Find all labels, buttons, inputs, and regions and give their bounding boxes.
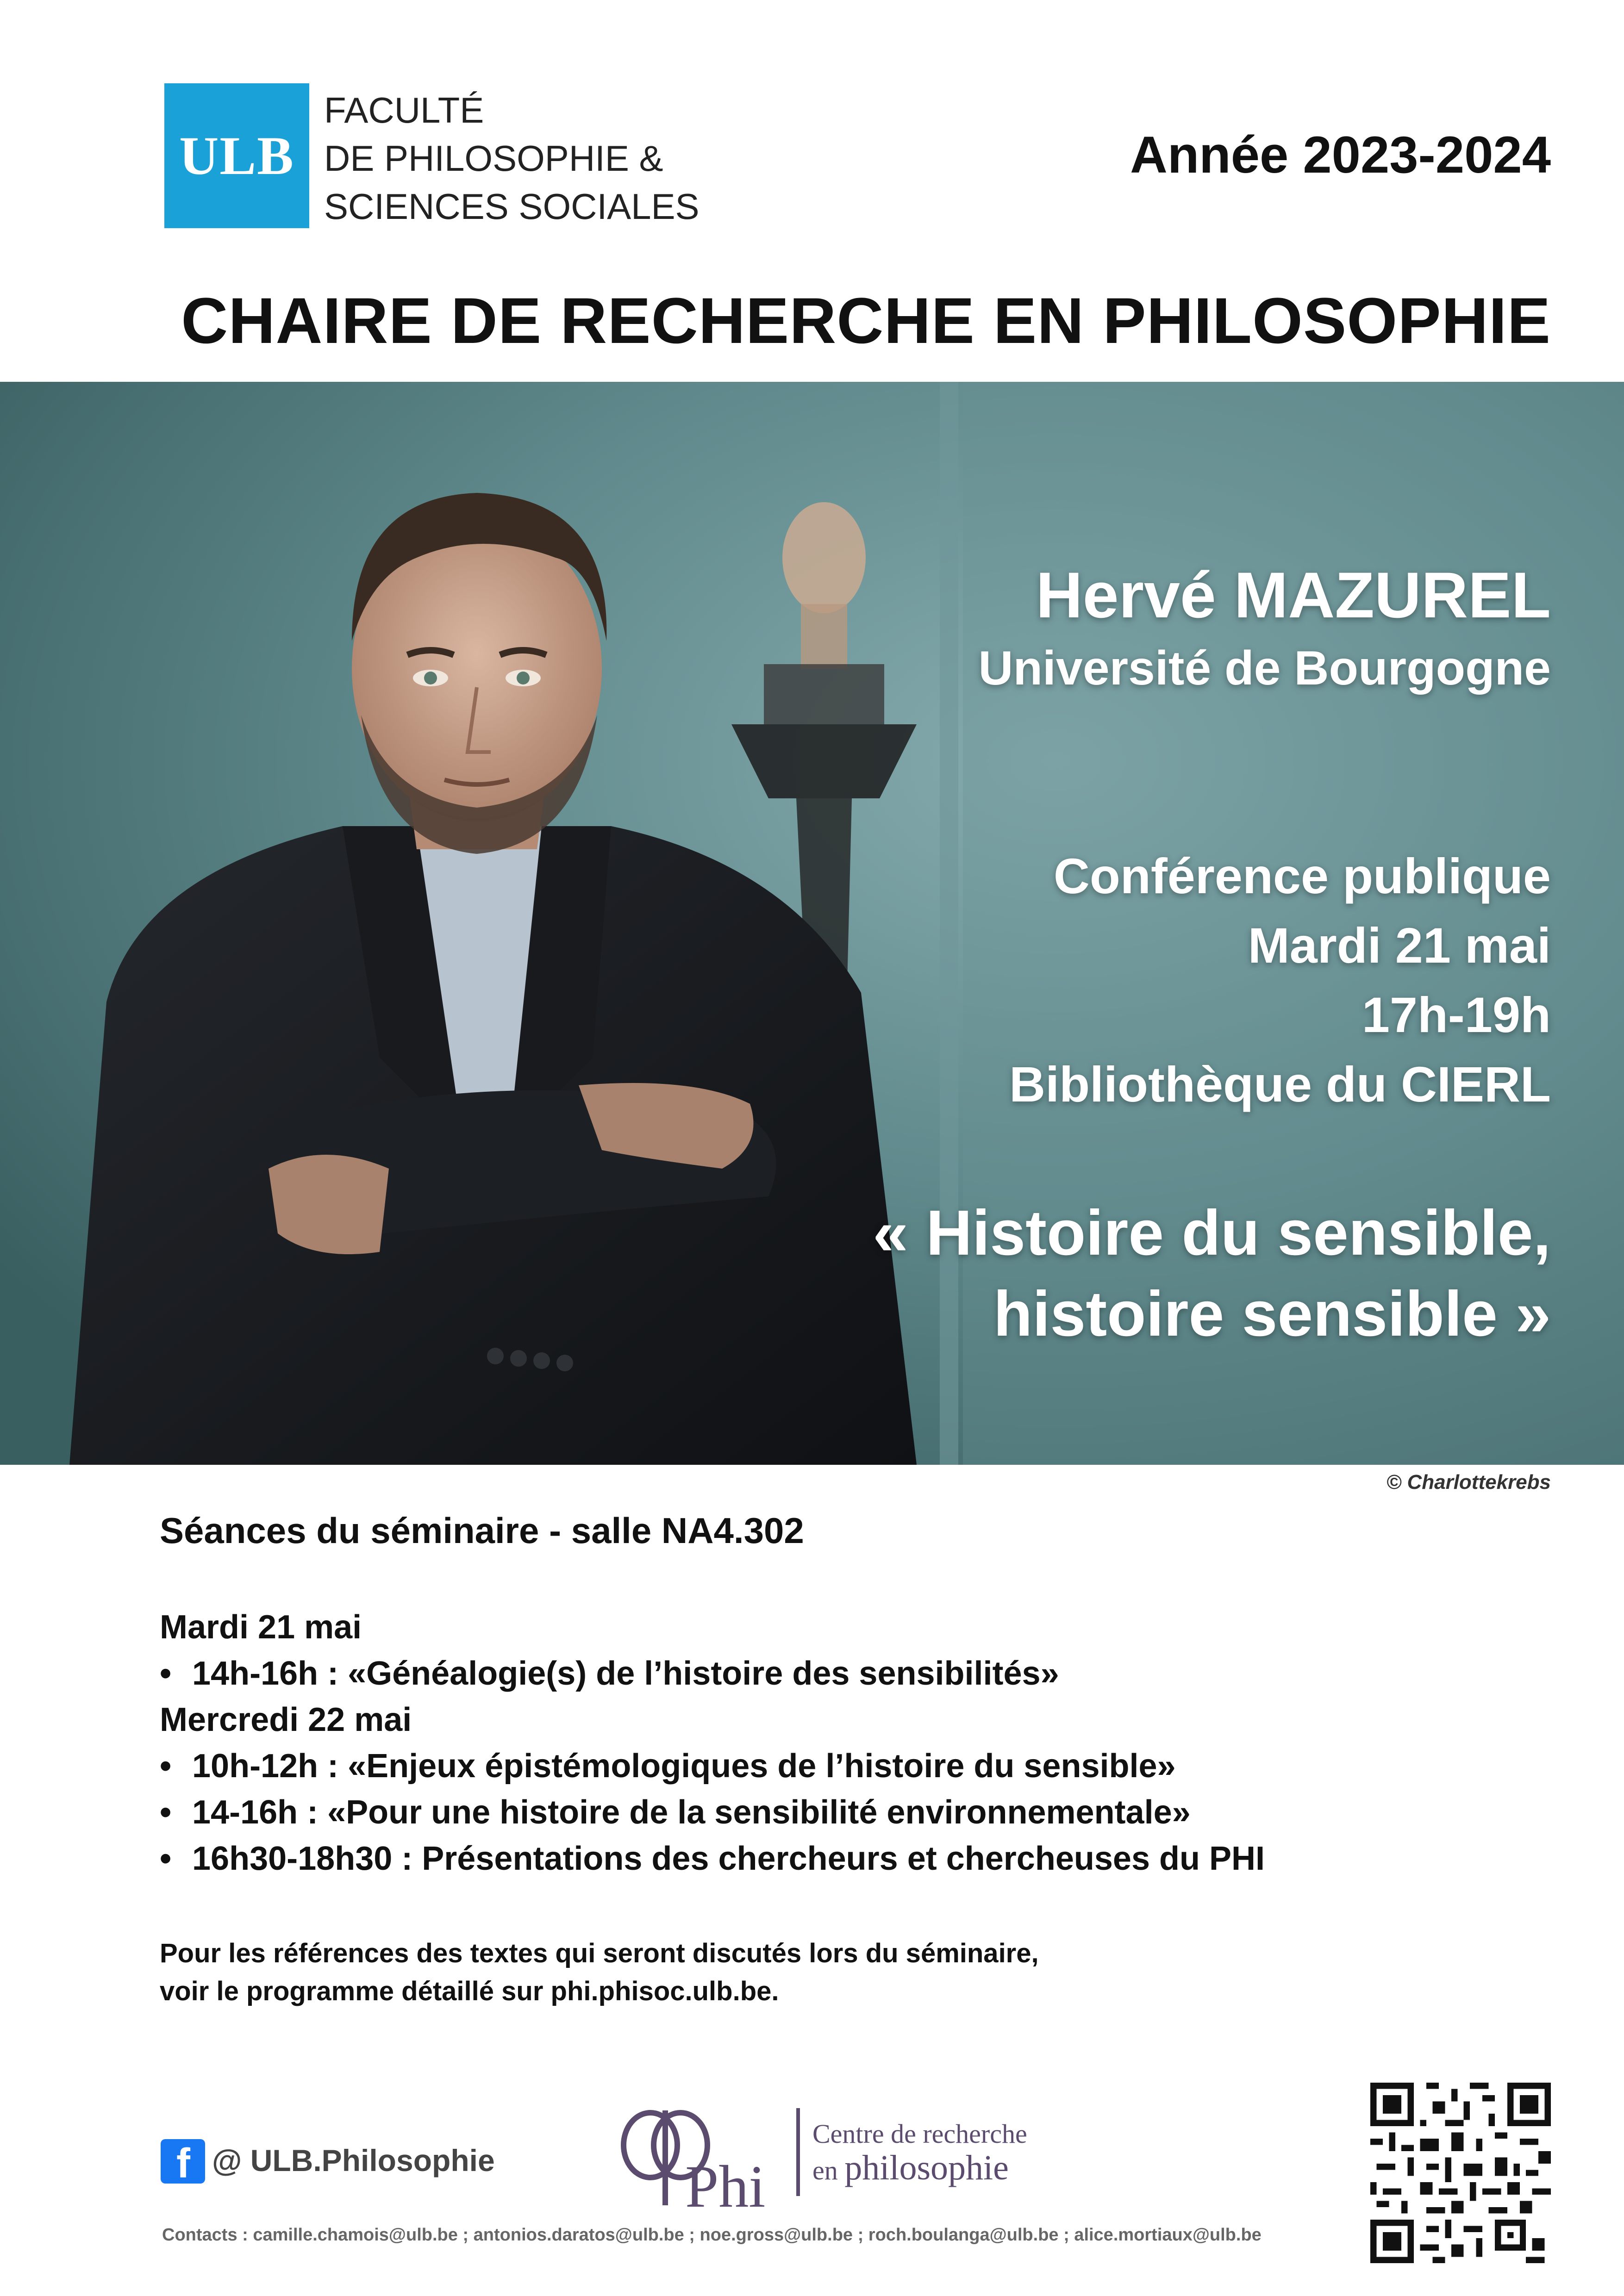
seminar-item <box>160 1793 1191 1831</box>
references-line-2: voir le programme détaillé sur phi.phisoc.ulb.be. <box>160 1976 779 2006</box>
bullet: • <box>160 1748 172 1785</box>
conference-title-line-1: « Histoire du sensible, <box>873 1197 1551 1269</box>
conference-title-line-2: histoire sensible » <box>993 1278 1551 1350</box>
references-note <box>160 1935 1039 2010</box>
conference-place: Bibliothèque du CIERL <box>1009 1056 1551 1112</box>
centre-line-2-word: philosophie <box>844 2148 1009 2187</box>
centre-line-2-prefix: en <box>812 2155 845 2185</box>
seminar-item <box>160 1655 1059 1692</box>
seminar-item-text: 16h30-18h30 : Présentations des chercheurs et chercheuses du PHI <box>192 1840 1265 1877</box>
faculty-name <box>324 86 700 230</box>
speaker-name: Hervé MAZUREL <box>1036 559 1551 631</box>
seminar-item <box>160 1840 1265 1878</box>
faculty-line-1: FACULTÉ <box>324 90 484 131</box>
centre-name <box>812 2119 1027 2189</box>
phi-logo <box>616 2101 801 2220</box>
seminar-day-1: Mardi 21 mai <box>160 1609 362 1646</box>
ulb-logo-text: ULB <box>179 125 294 186</box>
conference-time: 17h-19h <box>1362 987 1551 1043</box>
logo-divider <box>796 2108 800 2196</box>
centre-line-1: Centre de recherche <box>812 2119 1027 2149</box>
seminar-title: Séances du séminaire - salle NA4.302 <box>160 1510 804 1551</box>
ulb-logo <box>164 83 309 228</box>
conference-date: Mardi 21 mai <box>1248 917 1551 973</box>
photo-credit: © Charlottekrebs <box>1386 1471 1551 1493</box>
faculty-line-2: DE PHILOSOPHIE & <box>324 138 663 179</box>
references-line-1: Pour les références des textes qui seront discutés lors du séminaire, <box>160 1938 1039 1968</box>
seminar-day-2: Mercredi 22 mai <box>160 1701 412 1738</box>
qr-code-image <box>1370 2083 1551 2263</box>
bullet: • <box>160 1655 172 1692</box>
chair-title: CHAIRE DE RECHERCHE EN PHILOSOPHIE <box>181 284 1551 357</box>
speaker-photo <box>0 382 1624 1465</box>
bullet: • <box>160 1794 172 1831</box>
seminar-item-text: 14h-16h : «Généalogie(s) de l’histoire des sensibilités» <box>192 1655 1059 1692</box>
centre-line-2 <box>812 2149 1027 2189</box>
phi-logo-text: Phi <box>685 2153 766 2220</box>
facebook-handle[interactable]: @ ULB.Philosophie <box>212 2143 495 2178</box>
contacts-line: Contacts : camille.chamois@ulb.be ; antonios.daratos@ulb.be ; noe.gross@ulb.be ; roch.boulanga@ulb.be ; alice.mortiaux@ulb.be <box>162 2225 1262 2245</box>
seminar-item <box>160 1747 1176 1785</box>
conference-label: Conférence publique <box>1053 848 1551 904</box>
facebook-icon[interactable]: f <box>161 2139 205 2184</box>
faculty-line-3: SCIENCES SOCIALES <box>324 186 700 227</box>
bullet: • <box>160 1840 172 1877</box>
seminar-item-text: 10h-12h : «Enjeux épistémologiques de l’histoire du sensible» <box>192 1748 1176 1785</box>
academic-year: Année 2023-2024 <box>1130 126 1551 184</box>
seminar-item-text: 14-16h : «Pour une histoire de la sensibilité environnementale» <box>192 1794 1191 1831</box>
qr-code[interactable] <box>1370 2083 1551 2263</box>
speaker-affiliation: Université de Bourgogne <box>978 641 1551 695</box>
